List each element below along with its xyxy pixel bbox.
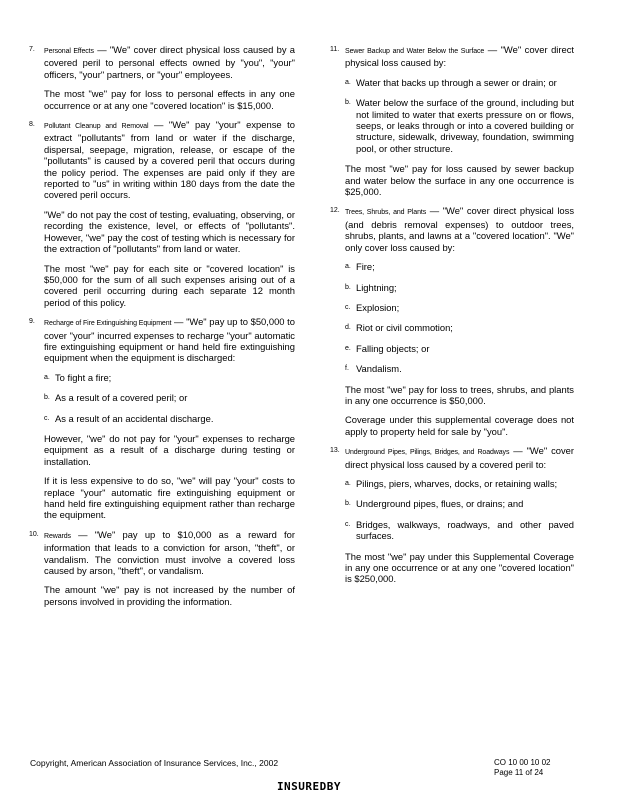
item-paragraph: The most "we" pay for loss caused by sewer backup and water below the surface in any one occurrence is $25,000. (345, 163, 574, 198)
left-column (29, 44, 295, 615)
item-underground-pipes (330, 445, 574, 593)
item-number: 11. (330, 46, 340, 53)
right-column (330, 44, 574, 593)
item-text: — "We" cover direct physical loss caused by a covered peril to: (345, 445, 574, 470)
sub-item: f. Vandalism. (345, 363, 402, 375)
item-recharge-fire-equipment (29, 316, 295, 529)
item-paragraph: Coverage under this supplemental coverage does not apply to property held for sale by "you". (345, 414, 574, 437)
item-personal-effects (29, 44, 295, 119)
item-paragraph: "We" do not pay the cost of testing, evaluating, observing, or recording the existence, level, or effects of "pollutants". However, "we" pay the cost of testing which is necessary for the extraction of "pollutants" from land or water. (44, 208, 295, 255)
item-paragraph: If it is less expensive to do so, "we" will pay "your" costs to replace "your" automatic fire extinguishing equipment or hand held fire extinguishing equipment rather than recharge the equipment. (44, 475, 295, 521)
item-rewards (29, 529, 295, 615)
item-heading: Recharge of Fire Extinguishing Equipment (44, 320, 172, 328)
sub-item: c. As a result of an accidental discharge. (44, 412, 214, 424)
item-paragraph: The most "we" pay for each site or "covered location" is $50,000 for the sum of all such expenses arising out of a covered peril occurring during each separate 12 month period of this policy. (44, 262, 295, 308)
item-text: — "We" pay up to $50,000 to cover "your" incurred expenses to recharge "your" automatic fire extinguishing equipment or hand held fire extinguishing equipment when the equipment is discharged: (44, 316, 295, 364)
sub-item: b. Underground pipes, flues, or drains; and (345, 498, 524, 510)
sub-item: b. Lightning; (345, 281, 397, 293)
sub-item: a. Pilings, piers, wharves, docks, or retaining walls; (345, 477, 558, 489)
item-paragraph: The most "we" pay for loss to personal effects in any one occurrence or at any one "covered location" is $15,000. (44, 88, 295, 111)
item-text: — "We" cover direct physical loss caused by a covered peril to personal effects owned by "you", "your" officers, "your" partners, or "your" employees. (44, 44, 296, 80)
form-number: CO 10 00 10 02 (494, 758, 551, 767)
item-heading: Trees, Shrubs, and Plants (345, 209, 427, 217)
item-trees-shrubs-plants (330, 205, 574, 445)
sub-item: b. As a result of a covered peril; or (44, 392, 188, 404)
page-number: Page 11 of 24 (494, 768, 544, 777)
item-paragraph: The amount "we" pay is not increased by the number of persons involved in providing the information. (44, 584, 295, 607)
item-number: 7. (29, 46, 35, 53)
item-heading: Sewer Backup and Water Below the Surface (345, 48, 485, 55)
sub-item: d. Riot or civil commotion; (345, 322, 453, 334)
form-info (494, 758, 550, 778)
item-paragraph: The most "we" pay for loss to trees, shrubs, and plants in any one occurrence is $50,000. (345, 383, 574, 406)
sub-item: a. Water that backs up through a sewer or drain; or (345, 76, 557, 88)
item-heading: Rewards (44, 532, 71, 540)
item-number: 8. (29, 121, 35, 129)
item-sewer-backup (330, 44, 574, 205)
item-pollutant-cleanup (29, 119, 295, 316)
item-text: — "We" cover direct physical loss (and debris removal expenses) to outdoor trees, shrubs, plants, and lawns at a "covered location". "We" only cover loss caused by: (345, 205, 575, 253)
item-text: — "We" pay "your" expense to extract "pollutants" from land or water if the discharge, dispersal, seepage, migration, release, or escape of the "pollutants" is caused by a covered peril that occurs during the policy period. The expenses are paid only if they are reported to "us" in writing within 180 days from the date the covered peril occurs. (44, 119, 295, 201)
item-heading: Personal Effects (44, 48, 94, 55)
sub-item: b. Water below the surface of the ground, including but not limited to water that exerts pressure on or flows, seeps, or leaks through or into a covered building or structure, sidewalk, driveway, foundation, swimming pool, or other structure. (345, 97, 574, 154)
sub-item: a. Fire; (345, 261, 375, 273)
item-text: — "We" pay up to $10,000 as a reward for information that leads to a conviction for arson, "theft", or vandalism. The conviction must involve a covered loss caused by arson, "theft", or vandalism. (44, 528, 295, 577)
item-paragraph: The most "we" pay under this Supplemental Coverage in any one occurrence or at any one "covered location" is $250,000. (345, 550, 574, 585)
watermark-stamp: INSUREDBY (276, 780, 342, 793)
item-paragraph: However, "we" do not pay for "your" expenses to recharge equipment as a result of a discharge during testing or installation. (44, 432, 295, 467)
sub-item: e. Falling objects; or (345, 342, 430, 354)
item-text: — "We" cover direct physical loss caused by: (345, 44, 574, 69)
item-number: 13. (330, 447, 340, 455)
item-number: 9. (29, 318, 35, 326)
sub-item: c. Bridges, walkways, roadways, and other paved surfaces. (345, 518, 574, 542)
item-heading: Pollutant Cleanup and Removal (44, 123, 149, 131)
item-heading: Underground Pipes, Pilings, Bridges, and Roadways (345, 449, 510, 457)
sub-item: a. To fight a fire; (44, 371, 112, 383)
sub-item: c. Explosion; (345, 301, 400, 313)
item-number: 10. (29, 530, 39, 538)
item-number: 12. (330, 207, 340, 215)
copyright-notice: Copyright, American Association of Insurance Services, Inc., 2002 (30, 758, 279, 768)
